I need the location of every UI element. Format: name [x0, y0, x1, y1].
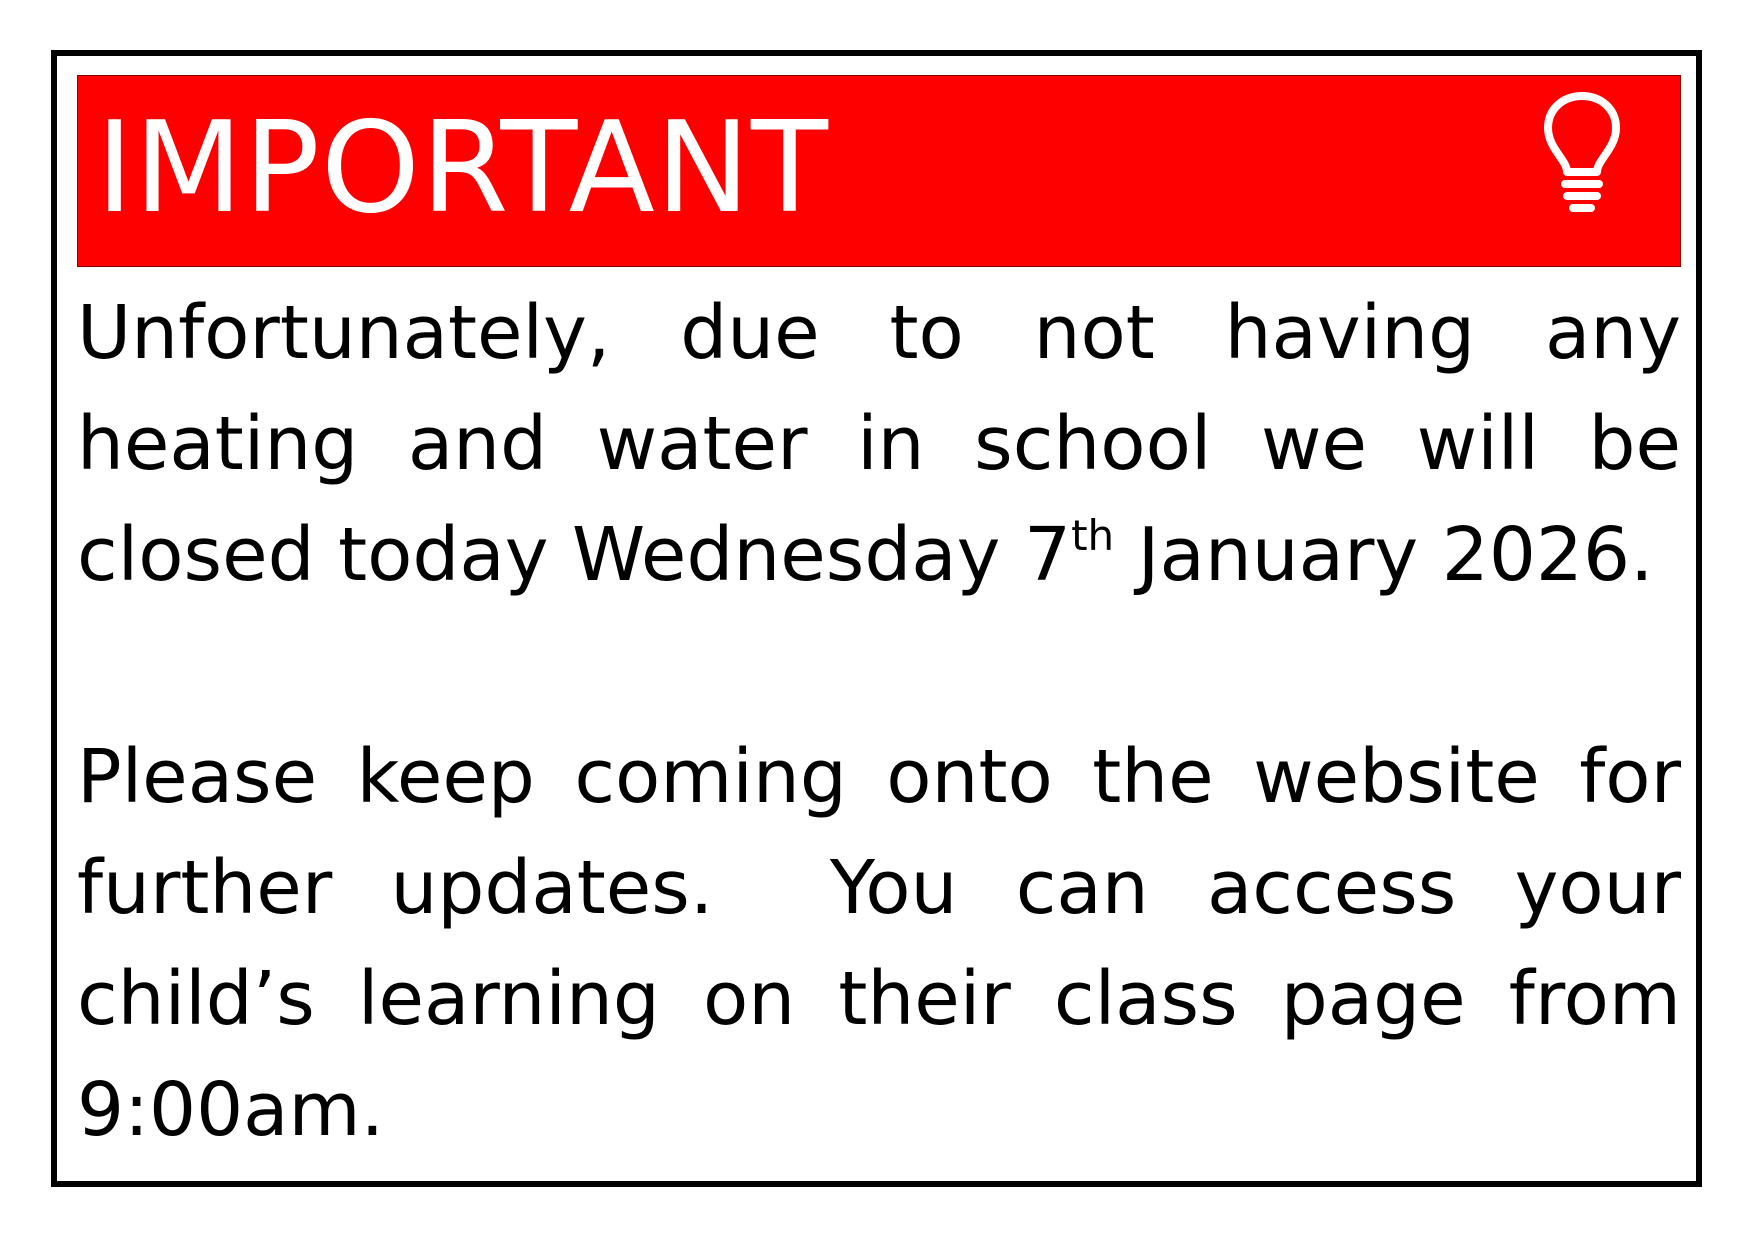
closure-text: Unfortunately, due to not having any heating and water in school we will be closed today Wednesday 7: [77, 290, 1681, 598]
updates-paragraph: Please keep coming onto the website for further updates. You can access your child’s learning on their class page from 9:00am.: [77, 734, 1705, 1153]
date-ordinal-suffix: th: [1071, 511, 1115, 560]
important-banner: [77, 75, 1681, 267]
notice-body: [77, 278, 1705, 1166]
lightbulb-icon: [1533, 90, 1631, 216]
closure-paragraph: [77, 278, 1681, 611]
banner-title: IMPORTANT: [96, 94, 830, 241]
closure-date-text: January 2026.: [1114, 512, 1654, 598]
notice-frame: [51, 50, 1705, 1187]
